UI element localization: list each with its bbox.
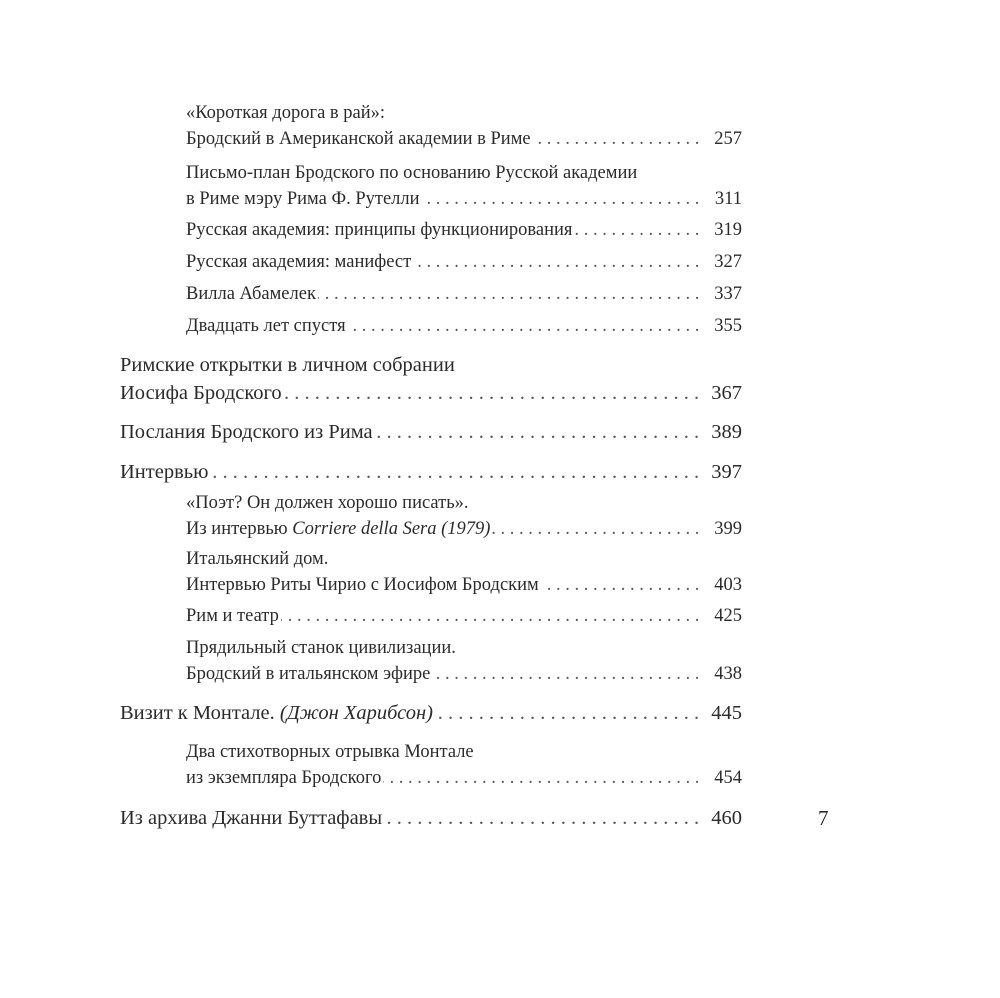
toc-entry-last-line <box>120 418 742 446</box>
toc-entry-last-line <box>186 603 742 629</box>
toc-entry <box>186 281 742 307</box>
toc-entry-last-line <box>120 699 742 727</box>
toc-entry-last-line <box>120 458 742 486</box>
toc-entry-title: из экземпляра Бродского <box>186 768 382 788</box>
toc-page-number: 389 <box>705 418 742 446</box>
toc-entry <box>186 739 742 791</box>
toc-entry-last-line <box>186 661 742 687</box>
toc-entry-title: Русская академия: принципы функционирования <box>186 220 573 240</box>
toc-entry-title: Русская академия: манифест <box>186 252 412 272</box>
toc-entry-title-italic: (Джон Харибсон) <box>279 702 434 724</box>
toc-entry-last-line <box>186 281 742 307</box>
toc-entry-title: Двадцать лет спустя <box>186 316 346 336</box>
toc-page-number: 445 <box>705 699 742 727</box>
toc-page-number: 367 <box>705 379 742 407</box>
toc-entry <box>186 635 742 687</box>
toc-page-number: 337 <box>708 281 742 307</box>
toc-page-number: 425 <box>708 603 742 629</box>
toc-entry-title: Рим и театр <box>186 606 279 626</box>
toc-entry-last-line <box>186 313 742 339</box>
toc-entry <box>186 160 742 212</box>
toc-entry-title: Интервью <box>120 461 209 483</box>
toc-entry <box>120 418 742 446</box>
toc-page-number: 460 <box>705 804 742 832</box>
toc-entry <box>186 313 742 339</box>
toc-entry <box>186 217 742 243</box>
toc-page-number: 319 <box>708 217 742 243</box>
toc-entry <box>186 249 742 275</box>
toc-entry-title: Из архива Джанни Буттафавы <box>120 807 383 829</box>
toc-entry-title-plain: Визит к Монтале. <box>120 702 275 724</box>
toc-entry-last-line <box>186 516 742 542</box>
toc-entry <box>186 100 742 152</box>
toc-entry-title: Бродский в Американской академии в Риме <box>186 129 531 149</box>
toc-entry <box>186 546 742 598</box>
toc-entry-title-line: Итальянский дом. <box>186 549 329 569</box>
toc-entry-title-line: «Поэт? Он должен хорошо писать». <box>186 493 469 513</box>
toc-page-number: 454 <box>708 765 742 791</box>
toc-page-number: 355 <box>708 313 742 339</box>
toc-page-number: 397 <box>705 458 742 486</box>
toc-entry-last-line <box>186 572 742 598</box>
toc-entry-title: Послания Бродского из Рима <box>120 421 373 443</box>
toc-page-number: 327 <box>708 249 742 275</box>
toc-entry-last-line <box>186 249 742 275</box>
toc-entry <box>120 351 742 407</box>
toc-entry-title: Вилла Абамелек <box>186 284 316 304</box>
toc-entry-title-line: Письмо-план Бродского по основанию Русской академии <box>186 163 638 183</box>
toc-entry-last-line <box>120 804 742 832</box>
toc-page-number: 438 <box>708 661 742 687</box>
toc-entry <box>120 458 742 486</box>
toc-entry-title <box>186 519 492 539</box>
toc-entry-title: Интервью Риты Чирио с Иосифом Бродским <box>186 575 539 595</box>
toc-page-number: 399 <box>708 516 742 542</box>
toc-entry-title-line: «Короткая дорога в рай»: <box>186 103 386 123</box>
toc-entry-title: Иосифа Бродского <box>120 382 282 404</box>
toc-entry-title-plain: Из интервью <box>186 519 288 539</box>
toc-entry-last-line <box>186 765 742 791</box>
toc-entry <box>120 804 742 832</box>
toc-entry <box>186 490 742 542</box>
toc-entry <box>120 699 742 727</box>
toc-entry-last-line <box>120 379 742 407</box>
toc-entry-title-line: Римские открытки в личном собрании <box>120 354 455 376</box>
toc-entry-title-line: Два стихотворных отрывка Монтале <box>186 742 474 762</box>
toc-entry-last-line <box>186 217 742 243</box>
toc-entry-last-line <box>186 186 742 212</box>
toc-entry-last-line <box>186 126 742 152</box>
toc-page-number: 257 <box>708 126 742 152</box>
toc-entry-title: Бродский в итальянском эфире <box>186 664 431 684</box>
toc-entry-title-italic: Corriere della Sera (1979) <box>292 519 491 539</box>
toc-page-number: 311 <box>709 186 742 212</box>
page-number: 7 <box>818 806 829 830</box>
toc-entry-title: в Риме мэру Рима Ф. Рутелли <box>186 189 420 209</box>
toc-entry-title-line: Прядильный станок цивилизации. <box>186 638 456 658</box>
toc-entry-title <box>120 702 435 724</box>
toc-entry <box>186 603 742 629</box>
toc-page-number: 403 <box>708 572 742 598</box>
